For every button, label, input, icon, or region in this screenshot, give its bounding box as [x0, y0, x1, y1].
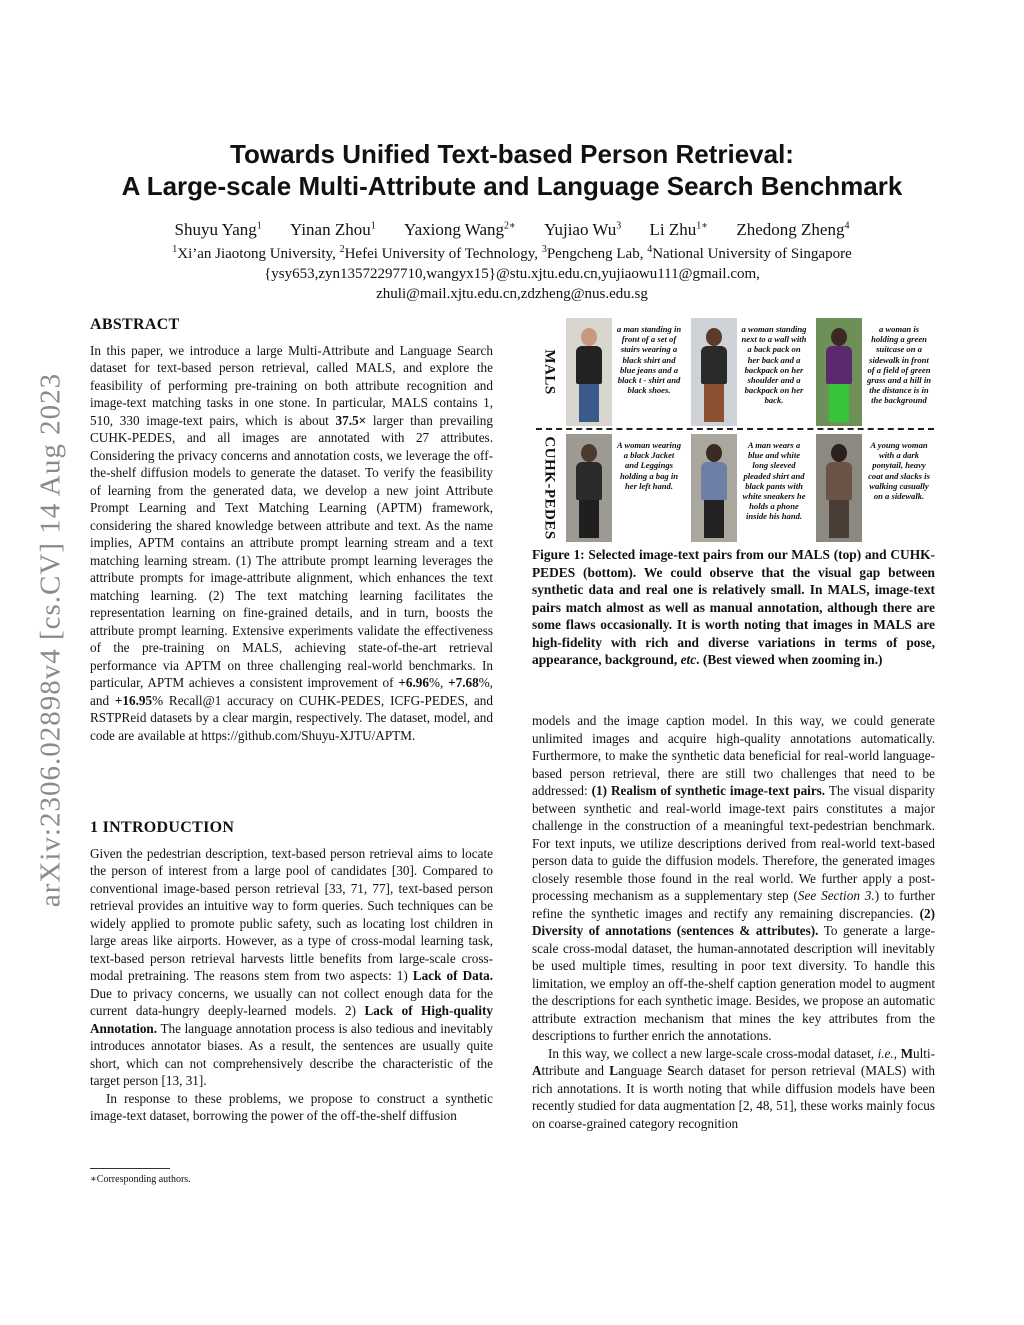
title-line-2: A Large-scale Multi-Attribute and Language Search Benchmark: [121, 171, 903, 201]
right-paragraph-2: In this way, we collect a new large-scale cross-modal dataset, i.e., Multi-Attribute and Language Search dataset for person retrieval (MALS) with rich annotations. It is worth noting that while diffusion models have been recently studied for data augmentation [2, 48, 51], these works mainly focus on coarse-grained category recognition: [532, 1045, 936, 1131]
abstract-heading: ABSTRACT: [90, 316, 180, 333]
image-caption: a woman is holding a green suitcase on a sidewalk in front of a field of green grass and a hill in the distance is in the background: [867, 324, 931, 406]
person-image: [566, 434, 612, 542]
affiliation-line: $^1$Xi’an Jiaotong University, $^2$Hefei University of Technology, $^3$Pengcheng Lab, $^4$National University of Singapore: [172, 244, 852, 262]
figure-caption: Figure 1: Selected image-text pairs from our MALS (top) and CUHK-PEDES (bottom). We could observe that the visual gap between synthetic data and real one is relatively small. In MALS, image-text pairs match almost as well as manual annotation, although there are some flaws occasionally. It is worth noting that images in MALS are high-fidelity with rich and diverse variations in terms of pose, appearance, background, etc. (Best viewed when zooming in.): [532, 547, 935, 667]
figure-label-mals: MALS: [541, 349, 558, 395]
person-image: [691, 318, 737, 426]
image-caption: A man wears a blue and white long sleeved pleaded shirt and black pants with white sneakers he holds a phone inside his hand.: [742, 440, 806, 522]
figure-label-cuhk: CUHK-PEDES: [541, 436, 558, 540]
author: Yaxiong Wang$^{2∗}$: [404, 220, 516, 239]
intro-paragraph-1: Given the pedestrian description, text-based person retrieval aims to locate the person of interest from a large pool of candidates [30]. Compared to conventional image-based person retrieval [33, 71, 77], text-based person retrieval provides an intuitive way to form queries. Such techniques can be widely applied to promote public safety, such as locating lost children in large areas like airports. However, as a type of cross-modal learning task, text-based person retrieval harvests little benefits from large-scale cross-modal pretraining. The reasons stem from two aspects: 1) Lack of Data. Due to privacy concerns, we usually can not collect enough data for the current data-hungry deeply-learned models. 2) Lack of High-quality Annotation. The language annotation process is also tedious and inevitably introduces annotator biases. As a result, the sentences are usually quite short, which can not comprehensively describe the characteristic of the target person [13, 31].: [90, 845, 493, 1088]
author: Li Zhu$^{1∗}$: [649, 220, 709, 239]
author: Zhedong Zheng$^4$: [736, 220, 850, 239]
figure-divider: [536, 428, 934, 430]
figure-pair: [566, 318, 684, 426]
right-column-body: [532, 712, 935, 1132]
intro-heading: 1 INTRODUCTION: [90, 819, 235, 836]
figure-1: [536, 316, 934, 542]
figure-row-cuhk: [566, 434, 934, 542]
figure-pair: [691, 318, 809, 426]
arxiv-stamp: arXiv:2306.02898v4 [cs.CV] 14 Aug 2023: [34, 372, 67, 908]
email-line-1: {ysy653,zyn13572297710,wangyx15}@stu.xjtu.edu.cn,yujiaowu111@gmail.com,: [264, 266, 760, 282]
figure-pair: [691, 434, 809, 542]
figure-pair: [816, 318, 934, 426]
figure-pair: [816, 434, 934, 542]
image-caption: a woman standing next to a wall with a back pack on her back and a backpack on her shoulder and a backpack on her back.: [741, 324, 807, 406]
author: Yujiao Wu$^3$: [544, 220, 622, 239]
figure-pair: [566, 434, 684, 542]
introduction-section: [90, 819, 493, 1125]
person-image: [816, 318, 862, 426]
title-line-1: Towards Unified Text-based Person Retrieval:: [230, 139, 794, 169]
figure-row-mals: [566, 318, 934, 426]
author: Yinan Zhou$^1$: [290, 220, 376, 239]
person-image: [566, 318, 612, 426]
abstract-text: In this paper, we introduce a large Multi-Attribute and Language Search dataset for text-based person retrieval, called MALS, and explore the feasibility of performing pre-training on both attribute recognition and image-text matching tasks in one stone. In particular, MALS contains 1, 510, 330 image-text pairs, which is about 37.5× larger than prevailing CUHK-PEDES, and all images are annotated with 27 attributes. Considering the privacy concerns and annotation costs, we leverage the off-the-shelf diffusion models to generate the dataset. To verify the feasibility of learning from the generated data, we develop a new joint Attribute Prompt Learning and Text Matching Learning (APTM) framework, considering the shared knowledge between attribute and text. As the name implies, APTM contains an attribute prompt learning stream and a text matching learning stream. (1) The attribute prompt learning leverages the attribute prompts for image-attribute alignment, which enhances the text matching learning. (2) The text matching learning facilitates the representation learning on fine-grained details, and in turn, boosts the attribute prompt learning. Extensive experiments validate the effectiveness of the pre-training on MALS, achieving state-of-the-art retrieval performance via APTM on three challenging real-world benchmarks. In particular, APTM achieves a consistent improvement of +6.96%, +7.68%, and +16.95% Recall@1 accuracy on CUHK-PEDES, ICFG-PEDES, and RSTPReid datasets by a clear margin, respectively. The dataset, model, and code are available at https://github.com/Shuyu-XJTU/APTM.: [90, 342, 493, 743]
abstract-section: [90, 316, 493, 744]
footnote-rule: [90, 1168, 170, 1169]
author: Shuyu Yang$^1$: [174, 220, 262, 239]
right-paragraph-1: models and the image caption model. In this way, we could generate unlimited images and acquire high-quality annotations automatically. Furthermore, to make the synthetic data beneficial for real-world language-based person retrieval, there are still two challenges that need to be addressed: (1) Realism of synthetic image-text pairs. The visual disparity between synthetic and real-world image-text pairs constitutes a major challenge in the construction of a meaningful text-pedestrian benchmark. For text inputs, we utilize descriptions derived from real-world text-based person data to guide the diffusion models. Therefore, the generated images closely resemble those found in the real world. We further apply a post-processing mechanism as a supplementary step (See Section 3.) to further refine the synthetic images and rectify any remaining discrepancies. (2) Diversity of annotations (sentences & attributes). To generate a large-scale cross-modal dataset, the human-annotated description will inevitably be used multiple times, resulting in poor text diversity. To handle this limitation, we employ an off-the-shelf caption generation model to augment the descriptions for each synthetic image. Besides, we propose an automatic attribute extraction mechanism that mines the key attributes from the descriptions to further enrich the annotations.: [532, 713, 936, 1043]
image-caption: A woman wearing a black Jacket and Leggings holding a bag in her left hand.: [617, 440, 681, 491]
footnote: ∗Corresponding authors.: [90, 1174, 191, 1185]
affiliations: [60, 244, 964, 304]
image-caption: A young woman with a dark ponytail, heavy coat and slacks is walking casually on a sidewalk.: [868, 440, 930, 502]
image-caption: a man standing in front of a set of stairs wearing a black shirt and blue jeans and a black t - shirt and black shoes.: [616, 324, 682, 396]
author-list: [60, 220, 964, 240]
intro-paragraph-2: In response to these problems, we propose to construct a synthetic image-text dataset, borrowing the power of the off-the-shelf diffusion: [90, 1090, 493, 1123]
person-image: [691, 434, 737, 542]
email-line-2: zhuli@mail.xjtu.edu.cn,zdzheng@nus.edu.sg: [376, 286, 648, 302]
paper-title: [60, 138, 964, 202]
person-image: [816, 434, 862, 542]
